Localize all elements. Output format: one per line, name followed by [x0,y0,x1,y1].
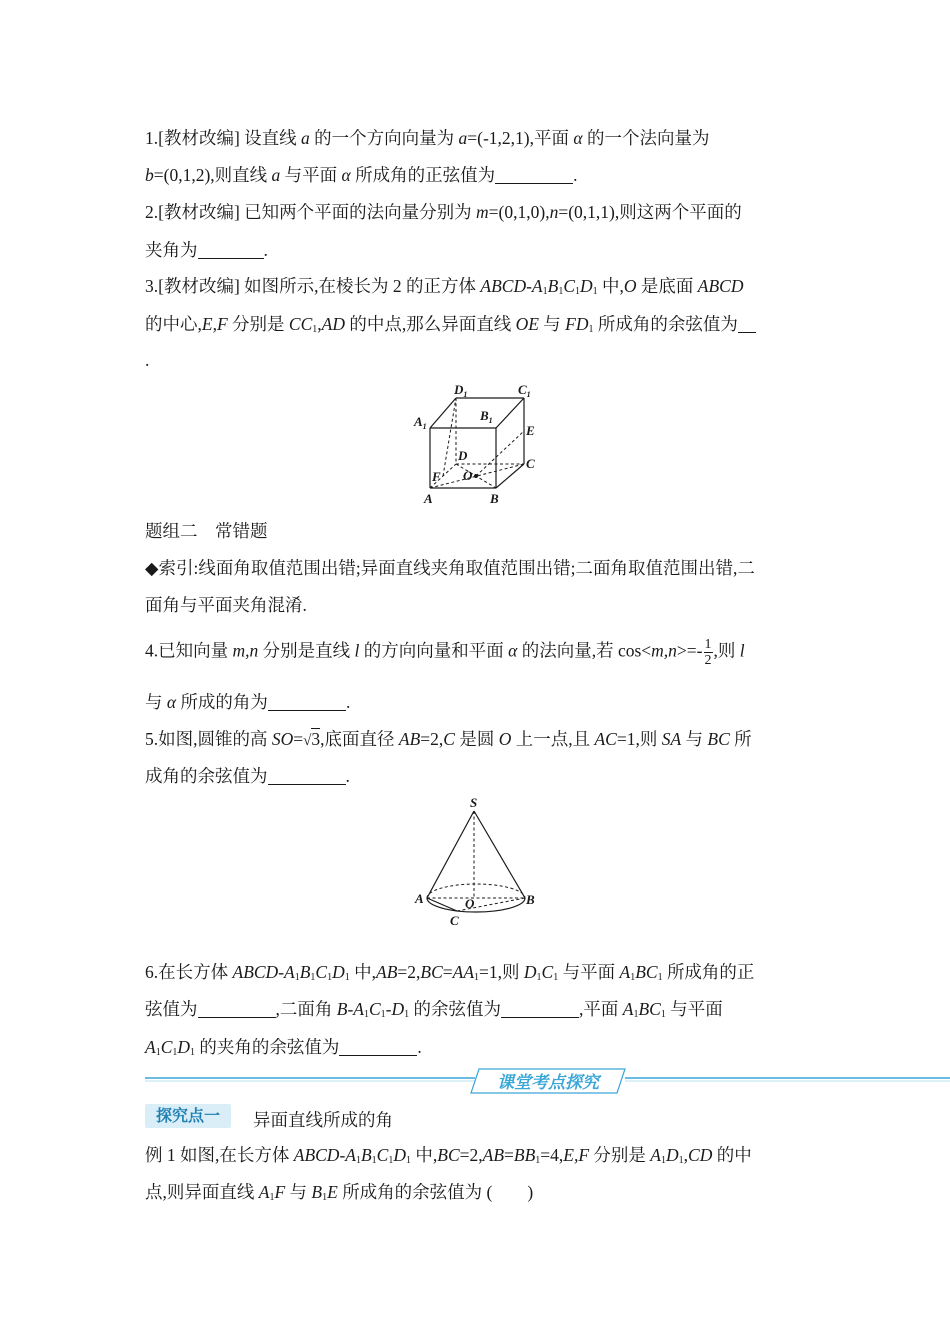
alpha: α [508,640,518,661]
text: =(0,1,2),则直线 [153,165,272,185]
text: 的法向量,若 cos< [517,640,652,661]
text: 4.已知向量 [145,640,233,661]
sub: 1 [553,972,559,983]
text: m,n [651,640,677,661]
text: = [293,729,304,749]
text: ABCD [697,276,744,296]
text: AB [482,1145,505,1165]
text: A [145,1037,156,1057]
text: 的夹角的余弦值为 [195,1037,340,1057]
answer-blank[interactable] [268,767,346,785]
text: B [547,276,559,296]
text: C [315,962,328,982]
q1-line2 [145,163,577,187]
label-e: E [526,423,535,438]
q6-line3 [145,1035,422,1059]
q3-line1 [145,274,744,298]
sub: 1 [535,1155,541,1166]
sub: 1 [536,972,542,983]
text: 的中心, [145,314,202,334]
label-c: C [526,456,535,471]
label-c1: $C_1$ [518,382,531,399]
sub: 1 [322,1192,328,1203]
q6-line1 [145,960,754,984]
sub: 1 [155,1047,161,1058]
text: 与 [538,314,566,334]
text: , [683,1145,689,1165]
text: 6.在长方体 [145,962,233,982]
text: 2.[教材改编] 已知两个平面的法向量分别为 [145,202,477,222]
text: SO [271,729,294,749]
q2-line2 [145,238,268,262]
answer-blank[interactable] [198,241,264,259]
text: . [145,350,150,370]
text: B [311,1182,323,1202]
sub: 1 [363,1009,369,1020]
text: . [345,766,350,786]
answer-blank[interactable] [268,693,346,711]
label-f: F [432,469,441,484]
text: 3.[教材改编] 如图所示,在棱长为 2 的正方体 [145,276,481,296]
vec-m: m [476,202,489,222]
sub: 1 [190,1047,196,1058]
text: =4, [540,1145,564,1165]
text: =1,则 [479,962,524,982]
q3-line3 [145,348,149,372]
text: C [541,962,554,982]
cube-figure [410,378,550,508]
text: A [622,999,634,1019]
q2-line1 [145,200,742,224]
label-a: A [415,891,424,906]
text: 的一个方向向量为 [309,128,459,148]
vec-a: a [458,128,468,148]
sub: 1 [592,286,598,297]
text: 与平面 [280,165,342,185]
vec-b: b [145,165,154,185]
label-d1: $D_1$ [454,382,468,399]
fraction [704,637,713,668]
text: C [160,1037,173,1057]
text: D [666,1145,679,1165]
alpha: α [341,165,351,185]
section-banner [145,1067,950,1097]
sub: 1 [404,1009,410,1020]
vec-n: n [549,202,559,222]
text: m,n [232,640,259,661]
text: E [327,1182,338,1202]
text: ,平面 [579,999,623,1019]
text: 所成角的余弦值为 [593,314,738,334]
text: ,底面直径 [320,729,399,749]
text: AB [398,729,421,749]
alpha: α [573,128,583,148]
text: 例 1 如图,在长方体 [145,1145,294,1165]
label-s: S [470,795,478,810]
label-a: A [424,491,433,506]
text: ABCD-A [293,1145,356,1165]
group2-index-line1 [145,556,755,580]
cone-figure [412,795,542,930]
q4-line2 [145,690,350,714]
q3-line2 [145,312,756,336]
text: B [360,1145,372,1165]
label-a1: $A_1$ [414,414,427,431]
text: C [563,276,576,296]
text: 夹角为 [145,240,198,260]
group2-index-line2 [145,593,307,617]
text: l [739,640,745,661]
text: . [573,165,578,185]
text: E,F [563,1145,590,1165]
text: =2, [420,729,444,749]
answer-blank[interactable] [198,1000,276,1018]
text: 5.如图,圆锥的高 [145,729,272,749]
sub: 1 [633,1009,639,1020]
point1-title [253,1108,393,1132]
sub: 1 [657,972,663,983]
text: B-A [336,999,364,1019]
text: 异面直线所成的角 [253,1110,393,1130]
text: ABCD-A [480,276,543,296]
answer-blank[interactable] [501,1000,579,1018]
text: OE [515,314,539,334]
text: 所成的角为 [176,692,268,712]
text: 分别是直线 [258,640,355,661]
text: =(0,1,1),则这两个平面的 [558,202,742,222]
text: BC [707,729,730,749]
label-d: D [458,448,468,463]
text: AC [594,729,617,749]
text: F [274,1182,286,1202]
text: 上一点,且 [511,729,595,749]
text: 的余弦值为 [409,999,501,1019]
text: D [332,962,345,982]
text: 中, [349,962,376,982]
text: AB [376,962,398,982]
text: ◆索引:线面角取值范围出错;异面直线夹角取值范围出错;二面角取值范围出错,二 [145,558,755,578]
text: 与 [681,729,708,749]
label-c: C [450,913,459,928]
text: C [376,1145,389,1165]
text: D [393,1145,406,1165]
sub: 1 [344,972,350,983]
text: C [368,999,381,1019]
text: 中, [597,276,624,296]
text: BC [437,1145,460,1165]
text: =1,则 [616,729,662,749]
text: =(-1,2,1),平面 [467,128,574,148]
text: ,则 [713,640,740,661]
text: SA [661,729,682,749]
text: . [263,240,268,260]
text: = [442,962,453,982]
text: 所成角的正弦值为 [350,165,496,185]
sub: 1 [310,972,316,983]
text: O [498,729,512,749]
sub: 1 [474,972,480,983]
q6-line2 [145,997,723,1021]
text: l [354,640,360,661]
var-a: a [301,128,310,148]
center-point-o [474,474,478,478]
sub: 1 [371,1155,377,1166]
text: =2, [459,1145,483,1165]
text: -D [385,999,405,1019]
sub: 1 [558,286,564,297]
answer-blank[interactable] [495,166,573,184]
q1-line1 [145,126,709,150]
var-a: a [271,165,281,185]
text: A [258,1182,270,1202]
sub: 1 [406,1155,411,1166]
text: 分别是 [227,314,289,334]
denominator: 2 [704,653,712,668]
ex1-line2 [145,1180,533,1204]
text: 面角与平面夹角混淆. [145,595,307,615]
text: ABCD-A [232,962,295,982]
text: , [317,314,322,334]
text: ,二面角 [275,999,337,1019]
sub: 1 [630,972,636,983]
sub: 1 [380,1009,386,1020]
sub: 1 [678,1155,684,1166]
text: 所成角的余弦值为 ( ) [337,1182,534,1202]
q5-line1 [145,727,752,753]
text: 点,则异面直线 [145,1182,259,1202]
text: 所 [729,729,752,749]
text: 所成角的正 [662,962,755,982]
sub: 1 [542,286,548,297]
alpha: α [166,692,177,712]
group2-title [145,519,268,543]
answer-blank[interactable] [339,1038,417,1056]
text: E,F [201,314,228,334]
text: BB [513,1145,536,1165]
text: 与 [145,692,167,712]
text: D [523,962,537,982]
text: AA [452,962,475,982]
sqrt-symbol: √ [303,733,312,749]
text: 的中点,那么异面直线 [344,314,516,334]
text: . [417,1037,422,1057]
text: 是圆 [454,729,499,749]
text: A [650,1145,661,1165]
text: 1.[教材改编] 设直线 [145,128,302,148]
banner-title: 课堂考点探究 [497,1073,599,1093]
text: 分别是 [589,1145,651,1165]
text: C [443,729,455,749]
sub: 1 [172,1047,178,1058]
text: 是底面 [636,276,698,296]
answer-blank[interactable] [738,315,756,333]
text: O [623,276,637,296]
text: BC [420,962,443,982]
point-tag: 探究点一 [145,1104,231,1128]
text: 题组二 常错题 [145,521,268,541]
text: A [619,962,631,982]
q4-line1 [145,637,745,668]
numerator: 1 [704,637,712,652]
text: 与平面 [665,999,723,1019]
text: . [345,692,351,712]
text: >=- [676,640,703,661]
sub: 1 [327,972,333,983]
text: =2, [397,962,421,982]
sub: 1 [269,1192,275,1203]
text: 与 [285,1182,312,1202]
sub: 1 [388,1155,394,1166]
text: FD [565,314,589,334]
text: 与平面 [558,962,620,982]
text: 弦值为 [145,999,198,1019]
radicand: 3 [311,729,321,749]
sub: 1 [355,1155,361,1166]
label-b: B [490,491,499,506]
text: CD [688,1145,713,1165]
sub: 1 [588,324,594,335]
sub: 1 [661,1155,666,1166]
sub: 1 [294,972,300,983]
text: B [299,962,311,982]
text: = [504,1145,514,1165]
text: CC [288,314,313,334]
text: 的一个法向量为 [582,128,710,148]
sub: 1 [312,324,318,335]
text: =(0,1,0), [488,202,550,222]
text: 的方向向量和平面 [359,640,509,661]
sub: 1 [660,1009,666,1020]
q5-line2 [145,764,350,788]
text: AD [321,314,345,334]
label-o: O [465,896,475,911]
ex1-line1 [145,1143,752,1167]
text: 中, [411,1145,438,1165]
label-b: B [526,892,535,907]
label-b1: $B_1$ [480,408,493,425]
text: D [580,276,593,296]
label-o: O [463,468,473,483]
text: 成角的余弦值为 [145,766,268,786]
sub: 1 [575,286,581,297]
text: BC [638,999,661,1019]
text: D [177,1037,191,1057]
text: BC [635,962,658,982]
text: 的中 [712,1145,752,1165]
